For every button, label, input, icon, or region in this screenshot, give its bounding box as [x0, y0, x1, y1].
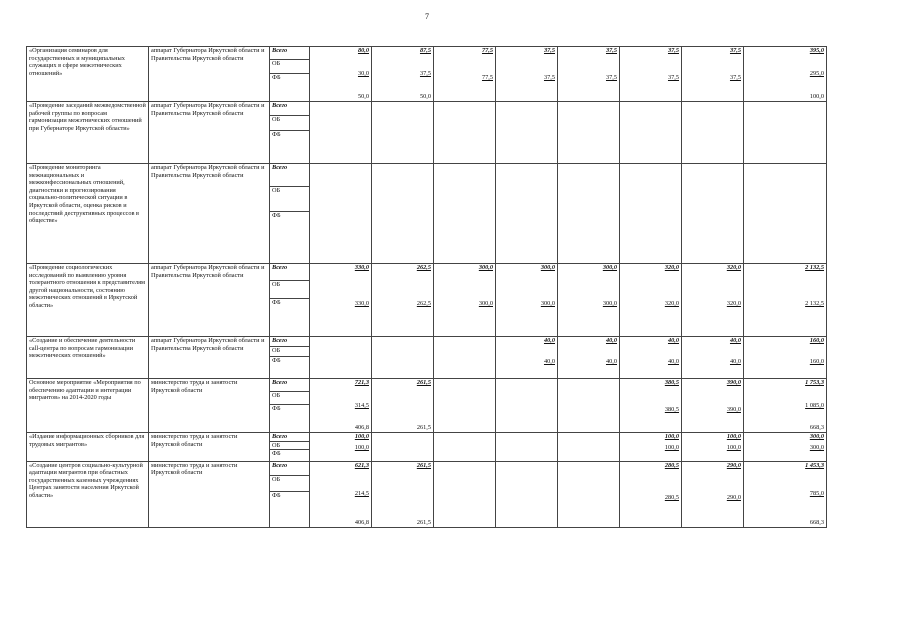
- label-fb: ФБ: [272, 492, 281, 500]
- value-cell: [310, 264, 372, 337]
- executor-name: министерство труда и занятости Иркутской области: [149, 379, 270, 433]
- ob-value: 30,0: [357, 70, 369, 78]
- ob-value: 320,0: [664, 300, 679, 307]
- value-cell: [682, 461, 744, 527]
- funding-source-labels: [270, 264, 310, 337]
- total-value: 395,0: [809, 47, 824, 54]
- label-ob: ОБ: [270, 476, 309, 492]
- value-cell: [434, 461, 496, 527]
- value-cell: [682, 47, 744, 102]
- fb-value: 406,8: [354, 424, 369, 432]
- budget-table: [26, 46, 827, 528]
- total-value: 300,0: [540, 264, 555, 271]
- label-ob: ОБ: [270, 280, 309, 298]
- total-value: 290,0: [726, 461, 741, 469]
- value-cell: [496, 433, 558, 462]
- value-cell: [620, 379, 682, 433]
- ob-value: 37,5: [543, 74, 555, 81]
- value-cell: [744, 337, 827, 379]
- value-cell: [496, 337, 558, 379]
- total-value: 1 753,3: [805, 379, 824, 386]
- value-cell: [496, 379, 558, 433]
- label-ob: ОБ: [270, 346, 309, 356]
- value-cell: [372, 461, 434, 527]
- label-fb: ФБ: [272, 356, 281, 364]
- value-cell: [372, 337, 434, 379]
- page-number: 7: [425, 12, 429, 21]
- executor-name: министерство труда и занятости Иркутской области: [149, 461, 270, 527]
- funding-source-labels: [270, 461, 310, 527]
- ob-value: 262,5: [416, 300, 431, 307]
- label-total: Всего: [270, 379, 309, 391]
- activity-name: «Издание информационных сборников для трудовых мигрантов»: [27, 433, 149, 462]
- total-value: 77,5: [481, 47, 493, 54]
- total-value: 300,0: [809, 433, 824, 440]
- ob-value: 37,5: [729, 74, 741, 81]
- value-cell: [310, 379, 372, 433]
- total-value: 40,0: [543, 337, 555, 344]
- value-cell: [310, 461, 372, 527]
- value-cell: [682, 264, 744, 337]
- ob-value: 77,5: [481, 74, 493, 81]
- executor-name: министерство труда и занятости Иркутской области: [149, 433, 270, 462]
- value-cell: [744, 264, 827, 337]
- value-cell: [496, 461, 558, 527]
- value-cell: [620, 264, 682, 337]
- activity-name: «Организация семинаров для государственных и муниципальных служащих в сфере межэтнических отношений»: [27, 47, 149, 102]
- value-cell: [682, 379, 744, 433]
- ob-value: 300,0: [809, 443, 824, 451]
- total-value: 300,0: [602, 264, 617, 271]
- total-value: 40,0: [667, 337, 679, 344]
- executor-name: аппарат Губернатора Иркутской области и Правительства Иркутской области: [149, 47, 270, 102]
- total-value: 261,5: [416, 461, 431, 469]
- value-cell: [434, 433, 496, 462]
- value-cell: [496, 164, 558, 264]
- value-cell: [558, 102, 620, 164]
- ob-value: 40,0: [729, 357, 741, 365]
- total-value: 160,0: [809, 337, 824, 344]
- value-cell: [310, 102, 372, 164]
- ob-value: 1 085,0: [805, 401, 824, 409]
- funding-source-labels: [270, 379, 310, 433]
- value-cell: [496, 102, 558, 164]
- ob-value: 300,0: [602, 300, 617, 307]
- value-cell: [744, 164, 827, 264]
- fb-value: 261,5: [416, 424, 431, 432]
- label-fb: ФБ: [272, 450, 281, 458]
- value-cell: [372, 47, 434, 102]
- value-cell: [744, 461, 827, 527]
- total-value: 37,5: [729, 47, 741, 54]
- fb-value: 50,0: [357, 93, 369, 101]
- value-cell: [620, 164, 682, 264]
- value-cell: [620, 337, 682, 379]
- label-total: Всего: [270, 337, 309, 346]
- value-cell: [434, 379, 496, 433]
- ob-value: 100,0: [664, 443, 679, 451]
- label-total: Всего: [270, 102, 309, 115]
- total-value: 37,5: [543, 47, 555, 54]
- table-row: [27, 337, 827, 379]
- ob-value: 320,0: [726, 300, 741, 307]
- total-value: 380,5: [664, 379, 679, 386]
- label-ob: ОБ: [270, 441, 309, 450]
- table-row: [27, 461, 827, 527]
- label-fb: ФБ: [272, 298, 281, 306]
- value-cell: [310, 47, 372, 102]
- fb-value: 100,0: [809, 93, 824, 101]
- label-fb: ФБ: [272, 211, 281, 219]
- label-fb: ФБ: [272, 73, 281, 81]
- value-cell: [682, 102, 744, 164]
- label-fb: ФБ: [272, 130, 281, 138]
- fb-value: 261,5: [416, 519, 431, 527]
- value-cell: [558, 264, 620, 337]
- fb-value: 50,0: [419, 93, 431, 101]
- value-cell: [620, 47, 682, 102]
- label-ob: ОБ: [270, 59, 309, 73]
- ob-value: 295,0: [809, 70, 824, 78]
- total-value: 37,5: [605, 47, 617, 54]
- total-value: 1 453,3: [805, 461, 824, 469]
- fb-value: 406,8: [354, 519, 369, 527]
- label-total: Всего: [270, 264, 309, 280]
- ob-value: 37,5: [667, 74, 679, 81]
- ob-value: 300,0: [478, 300, 493, 307]
- value-cell: [372, 379, 434, 433]
- value-cell: [434, 47, 496, 102]
- value-cell: [372, 164, 434, 264]
- value-cell: [558, 337, 620, 379]
- total-value: 40,0: [729, 337, 741, 344]
- label-total: Всего: [270, 433, 309, 441]
- value-cell: [372, 433, 434, 462]
- ob-value: 160,0: [809, 357, 824, 365]
- executor-name: аппарат Губернатора Иркутской области и Правительства Иркутской области: [149, 337, 270, 379]
- activity-name: «Проведение социологических исследований по выявлению уровня толерантного отношения к представителям другой национальности, состоянию межэтнических отношений в Иркутской области»: [27, 264, 149, 337]
- value-cell: [620, 461, 682, 527]
- fb-value: 668,3: [809, 519, 824, 527]
- value-cell: [496, 47, 558, 102]
- value-cell: [558, 433, 620, 462]
- ob-value: 2 132,5: [805, 300, 824, 307]
- value-cell: [558, 379, 620, 433]
- value-cell: [372, 102, 434, 164]
- ob-value: 100,0: [354, 443, 369, 451]
- funding-source-labels: [270, 337, 310, 379]
- ob-value: 40,0: [667, 357, 679, 365]
- value-cell: [558, 47, 620, 102]
- total-value: 100,0: [726, 433, 741, 440]
- table-row: [27, 164, 827, 264]
- total-value: 37,5: [667, 47, 679, 54]
- total-value: 262,5: [416, 264, 431, 271]
- total-value: 320,0: [664, 264, 679, 271]
- activity-name: «Создание и обеспечение деятельности call-центра по вопросам гармонизации межэтнических отношений»: [27, 337, 149, 379]
- executor-name: аппарат Губернатора Иркутской области и Правительства Иркутской области: [149, 102, 270, 164]
- ob-value: 40,0: [605, 357, 617, 365]
- value-cell: [620, 102, 682, 164]
- value-cell: [434, 264, 496, 337]
- value-cell: [558, 461, 620, 527]
- label-ob: ОБ: [270, 391, 309, 404]
- ob-value: 330,0: [354, 300, 369, 307]
- total-value: 100,0: [664, 433, 679, 440]
- label-fb: ФБ: [272, 404, 281, 412]
- value-cell: [310, 164, 372, 264]
- activity-name: Основное мероприятие «Мероприятия по обеспечению адаптации и интеграции мигрантов» на 2014-2020 годы: [27, 379, 149, 433]
- value-cell: [310, 433, 372, 462]
- value-cell: [496, 264, 558, 337]
- value-cell: [558, 164, 620, 264]
- ob-value: 37,5: [605, 74, 617, 81]
- value-cell: [682, 337, 744, 379]
- value-cell: [744, 102, 827, 164]
- ob-value: 280,5: [664, 494, 679, 502]
- activity-name: «Проведение заседаний межведомственной рабочей группы по вопросам гармонизации межэтнических отношений при Губернаторе Иркутской области»: [27, 102, 149, 164]
- ob-value: 37,5: [419, 70, 431, 78]
- total-value: 80,0: [357, 47, 369, 54]
- label-ob: ОБ: [270, 115, 309, 130]
- label-total: Всего: [270, 47, 309, 59]
- value-cell: [434, 164, 496, 264]
- table-row: [27, 47, 827, 102]
- funding-source-labels: [270, 164, 310, 264]
- total-value: 320,0: [726, 264, 741, 271]
- ob-value: 40,0: [543, 357, 555, 365]
- value-cell: [434, 337, 496, 379]
- value-cell: [682, 433, 744, 462]
- label-total: Всего: [270, 462, 309, 476]
- total-value: 100,0: [354, 433, 369, 440]
- total-value: 2 132,5: [805, 264, 824, 271]
- value-cell: [682, 164, 744, 264]
- total-value: 721,3: [354, 379, 369, 386]
- total-value: 300,0: [478, 264, 493, 271]
- table-row: [27, 379, 827, 433]
- ob-value: 290,0: [726, 494, 741, 502]
- total-value: 87,5: [419, 47, 431, 54]
- total-value: 330,0: [354, 264, 369, 271]
- value-cell: [744, 47, 827, 102]
- value-cell: [434, 102, 496, 164]
- label-total: Всего: [270, 164, 309, 186]
- total-value: 390,0: [726, 379, 741, 386]
- executor-name: аппарат Губернатора Иркутской области и Правительства Иркутской области: [149, 164, 270, 264]
- ob-value: 785,0: [809, 490, 824, 498]
- label-ob: ОБ: [270, 186, 309, 211]
- funding-source-labels: [270, 47, 310, 102]
- total-value: 40,0: [605, 337, 617, 344]
- activity-name: «Создание центров социально-культурной адаптации мигрантов при областных государственных казенных учреждениях Центрах занятости населения Иркутской области»: [27, 461, 149, 527]
- executor-name: аппарат Губернатора Иркутской области и Правительства Иркутской области: [149, 264, 270, 337]
- value-cell: [372, 264, 434, 337]
- activity-name: «Проведение мониторинга межнациональных и межконфессиональных отношений, диагностики и прогнозирования социально-политической ситуации в Иркутской области, оценка рисков и последствий деструктивных процессов в обществе»: [27, 164, 149, 264]
- fb-value: 668,3: [809, 424, 824, 432]
- value-cell: [310, 337, 372, 379]
- funding-source-labels: [270, 433, 310, 462]
- ob-value: 100,0: [726, 443, 741, 451]
- table-row: [27, 102, 827, 164]
- total-value: 261,5: [416, 379, 431, 386]
- value-cell: [744, 379, 827, 433]
- funding-source-labels: [270, 102, 310, 164]
- ob-value: 380,5: [664, 405, 679, 413]
- value-cell: [744, 433, 827, 462]
- table-row: [27, 264, 827, 337]
- value-cell: [620, 433, 682, 462]
- ob-value: 390,0: [726, 405, 741, 413]
- ob-value: 214,5: [354, 490, 369, 498]
- table-row: [27, 433, 827, 462]
- ob-value: 300,0: [540, 300, 555, 307]
- total-value: 621,3: [354, 461, 369, 469]
- ob-value: 314,5: [354, 401, 369, 409]
- total-value: 280,5: [664, 461, 679, 469]
